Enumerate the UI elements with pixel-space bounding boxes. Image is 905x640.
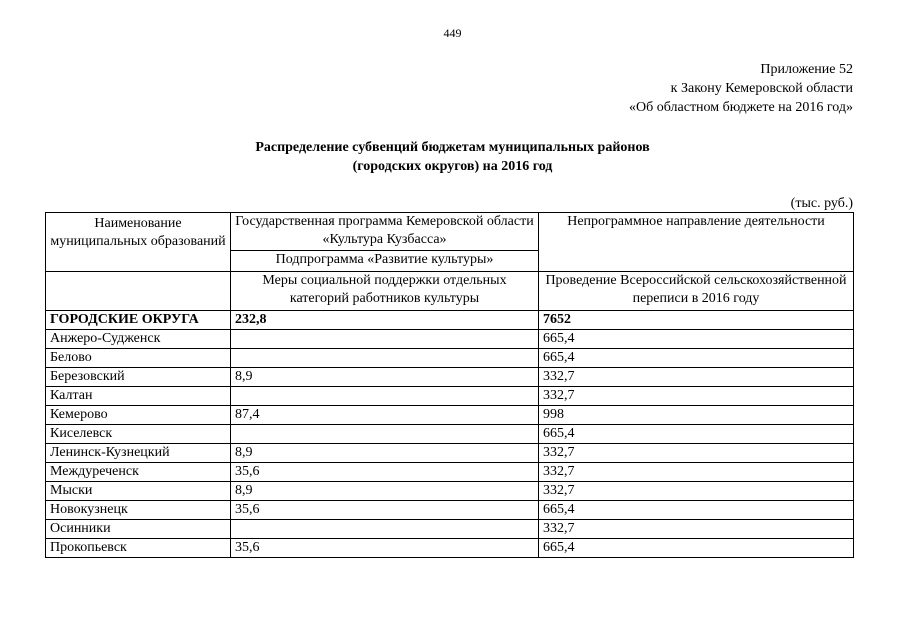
cell-census: 665,4	[539, 349, 854, 368]
units-label: (тыс. руб.)	[790, 196, 853, 211]
cell-name: ГОРОДСКИЕ ОКРУГА	[46, 311, 231, 330]
table-row	[46, 463, 854, 482]
cell-census: 332,7	[539, 520, 854, 539]
cell-name: Новокузнецк	[46, 501, 231, 520]
cell-support: 35,6	[231, 501, 539, 520]
cell-census: 665,4	[539, 425, 854, 444]
cell-name: Междуреченск	[46, 463, 231, 482]
appendix-line-2: к Закону Кемеровской области	[670, 81, 853, 96]
header-program: Государственная программа Кемеровской области «Культура Кузбасса»	[231, 213, 539, 251]
cell-support	[231, 520, 539, 539]
appendix-line-1: Приложение 52	[760, 62, 853, 77]
cell-support: 8,9	[231, 368, 539, 387]
header-subprogram: Подпрограмма «Развитие культуры»	[231, 251, 539, 272]
cell-name: Анжеро-Судженск	[46, 330, 231, 349]
cell-name: Осинники	[46, 520, 231, 539]
cell-census: 998	[539, 406, 854, 425]
table-row	[46, 406, 854, 425]
header-empty-cell	[46, 272, 231, 311]
cell-support: 8,9	[231, 482, 539, 501]
cell-support	[231, 425, 539, 444]
cell-name: Белово	[46, 349, 231, 368]
cell-support	[231, 349, 539, 368]
cell-support: 87,4	[231, 406, 539, 425]
cell-name: Мыски	[46, 482, 231, 501]
cell-name: Ленинск-Кузнецкий	[46, 444, 231, 463]
table-row	[46, 482, 854, 501]
table-row	[46, 349, 854, 368]
table-row	[46, 539, 854, 558]
cell-census: 665,4	[539, 501, 854, 520]
cell-support	[231, 387, 539, 406]
cell-name: Киселевск	[46, 425, 231, 444]
header-nonprogram: Непрограммное направление деятельности	[539, 213, 854, 272]
cell-support: 232,8	[231, 311, 539, 330]
cell-census: 332,7	[539, 482, 854, 501]
cell-census: 332,7	[539, 444, 854, 463]
page-number: 449	[443, 26, 462, 40]
header-census: Проведение Всероссийской сельскохозяйственной переписи в 2016 году	[539, 272, 854, 311]
cell-census: 665,4	[539, 539, 854, 558]
cell-census: 332,7	[539, 463, 854, 482]
header-measure: Меры социальной поддержки отдельных категорий работников культуры	[231, 272, 539, 311]
table-row	[46, 368, 854, 387]
table-row	[46, 520, 854, 539]
title-line-1: Распределение субвенций бюджетам муниципальных районов	[255, 140, 650, 155]
header-name: Наименование муниципальных образований	[46, 213, 231, 272]
table-row	[46, 501, 854, 520]
appendix-note	[629, 60, 853, 117]
document-title	[0, 138, 905, 176]
cell-name: Березовский	[46, 368, 231, 387]
table-row	[46, 444, 854, 463]
cell-census: 332,7	[539, 387, 854, 406]
cell-census: 665,4	[539, 330, 854, 349]
cell-census: 7652	[539, 311, 854, 330]
cell-name: Кемерово	[46, 406, 231, 425]
table-row	[46, 387, 854, 406]
cell-support: 35,6	[231, 539, 539, 558]
table-row	[46, 425, 854, 444]
title-line-2: (городских округов) на 2016 год	[352, 159, 553, 174]
cell-name: Калтан	[46, 387, 231, 406]
cell-name: Прокопьевск	[46, 539, 231, 558]
table-total-row	[46, 311, 854, 330]
cell-support: 35,6	[231, 463, 539, 482]
cell-support	[231, 330, 539, 349]
cell-census: 332,7	[539, 368, 854, 387]
cell-support: 8,9	[231, 444, 539, 463]
subvention-table	[45, 212, 854, 558]
appendix-line-3: «Об областном бюджете на 2016 год»	[629, 100, 853, 115]
table-row	[46, 330, 854, 349]
